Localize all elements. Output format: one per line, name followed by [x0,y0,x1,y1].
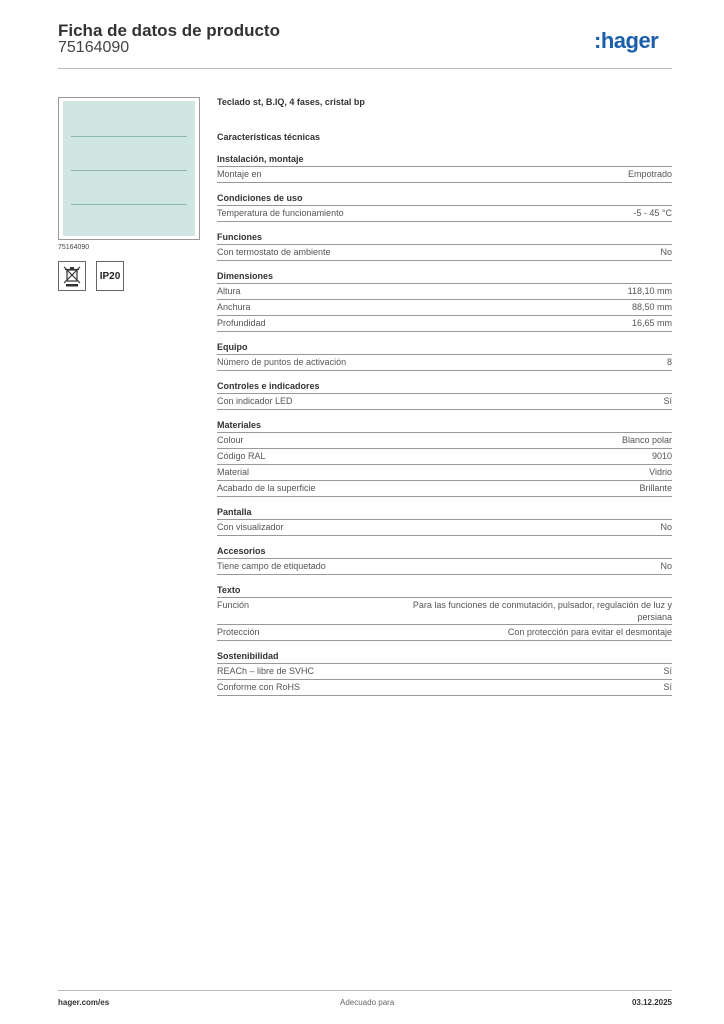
spec-label: Anchura [217,302,251,312]
spec-row [217,284,672,300]
ip-rating-badge [96,261,124,291]
panel-divider [71,204,187,205]
product-code: 75164090 [58,39,130,56]
spec-value: 88,50 mm [631,302,672,312]
footer-website: hager.com/es [58,998,110,1007]
section-title: Pantalla [217,506,672,520]
spec-value: 16,65 mm [631,318,672,328]
spec-value: Para las funciones de conmutación, pulsador, regulación de luz y persiana [412,600,672,622]
spec-row [217,355,672,371]
spec-label: Con indicador LED [217,396,293,406]
spec-section [217,419,672,497]
section-title: Accesorios [217,545,672,559]
footer-date: 03.12.2025 [631,998,672,1007]
spec-section [217,153,672,183]
spec-label: Conforme con RoHS [217,682,301,692]
section-title: Condiciones de uso [217,192,672,206]
keypad-panel [63,101,195,236]
section-title: Instalación, montaje [217,153,672,167]
spec-value: Blanco polar [621,435,672,445]
spec-section [217,231,672,261]
spec-value: -5 - 45 °C [633,208,672,218]
spec-value: Vidrio [649,467,672,477]
spec-row [217,559,672,575]
spec-value: Sí [663,666,672,676]
section-title: Controles e indicadores [217,380,672,394]
footer-divider [58,990,672,991]
spec-section [217,270,672,332]
weee-icon [58,261,86,291]
spec-row [217,680,672,696]
spec-row [217,520,672,536]
section-title: Sostenibilidad [217,650,672,664]
spec-row [217,449,672,465]
spec-row [217,664,672,680]
spec-row [217,481,672,497]
page-title: Ficha de datos de producto [58,21,280,40]
section-title: Funciones [217,231,672,245]
logo-text: hager [600,28,659,53]
spec-value: Sí [663,396,672,406]
spec-row [217,598,672,625]
footer-suitable: Adecuado para [340,998,395,1007]
spec-label: Montaje en [217,169,262,179]
section-title: Equipo [217,341,672,355]
spec-content [217,95,672,696]
spec-value: Sí [663,682,672,692]
spec-section [217,192,672,222]
spec-value: No [660,522,672,532]
spec-label: Con termostato de ambiente [217,247,331,257]
spec-label: Temperatura de funcionamiento [217,208,344,218]
spec-row [217,465,672,481]
panel-divider [71,136,187,137]
hager-logo [594,28,658,54]
spec-value: Con protección para evitar el desmontaje [507,627,672,637]
section-title: Materiales [217,419,672,433]
spec-label: REACh – libre de SVHC [217,666,315,676]
panel-divider [71,170,187,171]
spec-label: Código RAL [217,451,266,461]
spec-label: Tiene campo de etiquetado [217,561,326,571]
spec-label: Acabado de la superficie [217,483,316,493]
header-divider [58,68,672,69]
spec-value: 9010 [651,451,672,461]
spec-value: Empotrado [627,169,672,179]
spec-row [217,206,672,222]
section-title: Dimensiones [217,270,672,284]
spec-label: Colour [217,435,244,445]
spec-value: 118,10 mm [627,286,672,296]
ip-rating-text: IP20 [99,270,121,282]
spec-label: Número de puntos de activación [217,357,347,367]
spec-section [217,584,672,641]
spec-label: Función [217,600,250,610]
spec-label: Protección [217,627,260,637]
spec-label: Material [217,467,250,477]
logo-colon: : [594,28,601,53]
spec-section [217,506,672,536]
product-title: Teclado st, B.IQ, 4 fases, cristal bp [217,97,365,107]
spec-row [217,167,672,183]
section-title: Texto [217,584,672,598]
spec-sections [217,153,672,696]
product-image [58,97,200,240]
spec-section [217,380,672,410]
spec-row [217,245,672,261]
spec-value: Brillante [639,483,672,493]
image-caption: 75164090 [58,244,90,251]
spec-label: Altura [217,286,241,296]
spec-value: 8 [666,357,672,367]
spec-section [217,650,672,696]
spec-label: Profundidad [217,318,266,328]
characteristics-title: Características técnicas [217,132,321,142]
spec-value: No [660,561,672,571]
spec-label: Con visualizador [217,522,284,532]
spec-section [217,545,672,575]
spec-section [217,341,672,371]
spec-row [217,625,672,641]
spec-value: No [660,247,672,257]
spec-row [217,394,672,410]
spec-row [217,300,672,316]
spec-row [217,433,672,449]
spec-row [217,316,672,332]
